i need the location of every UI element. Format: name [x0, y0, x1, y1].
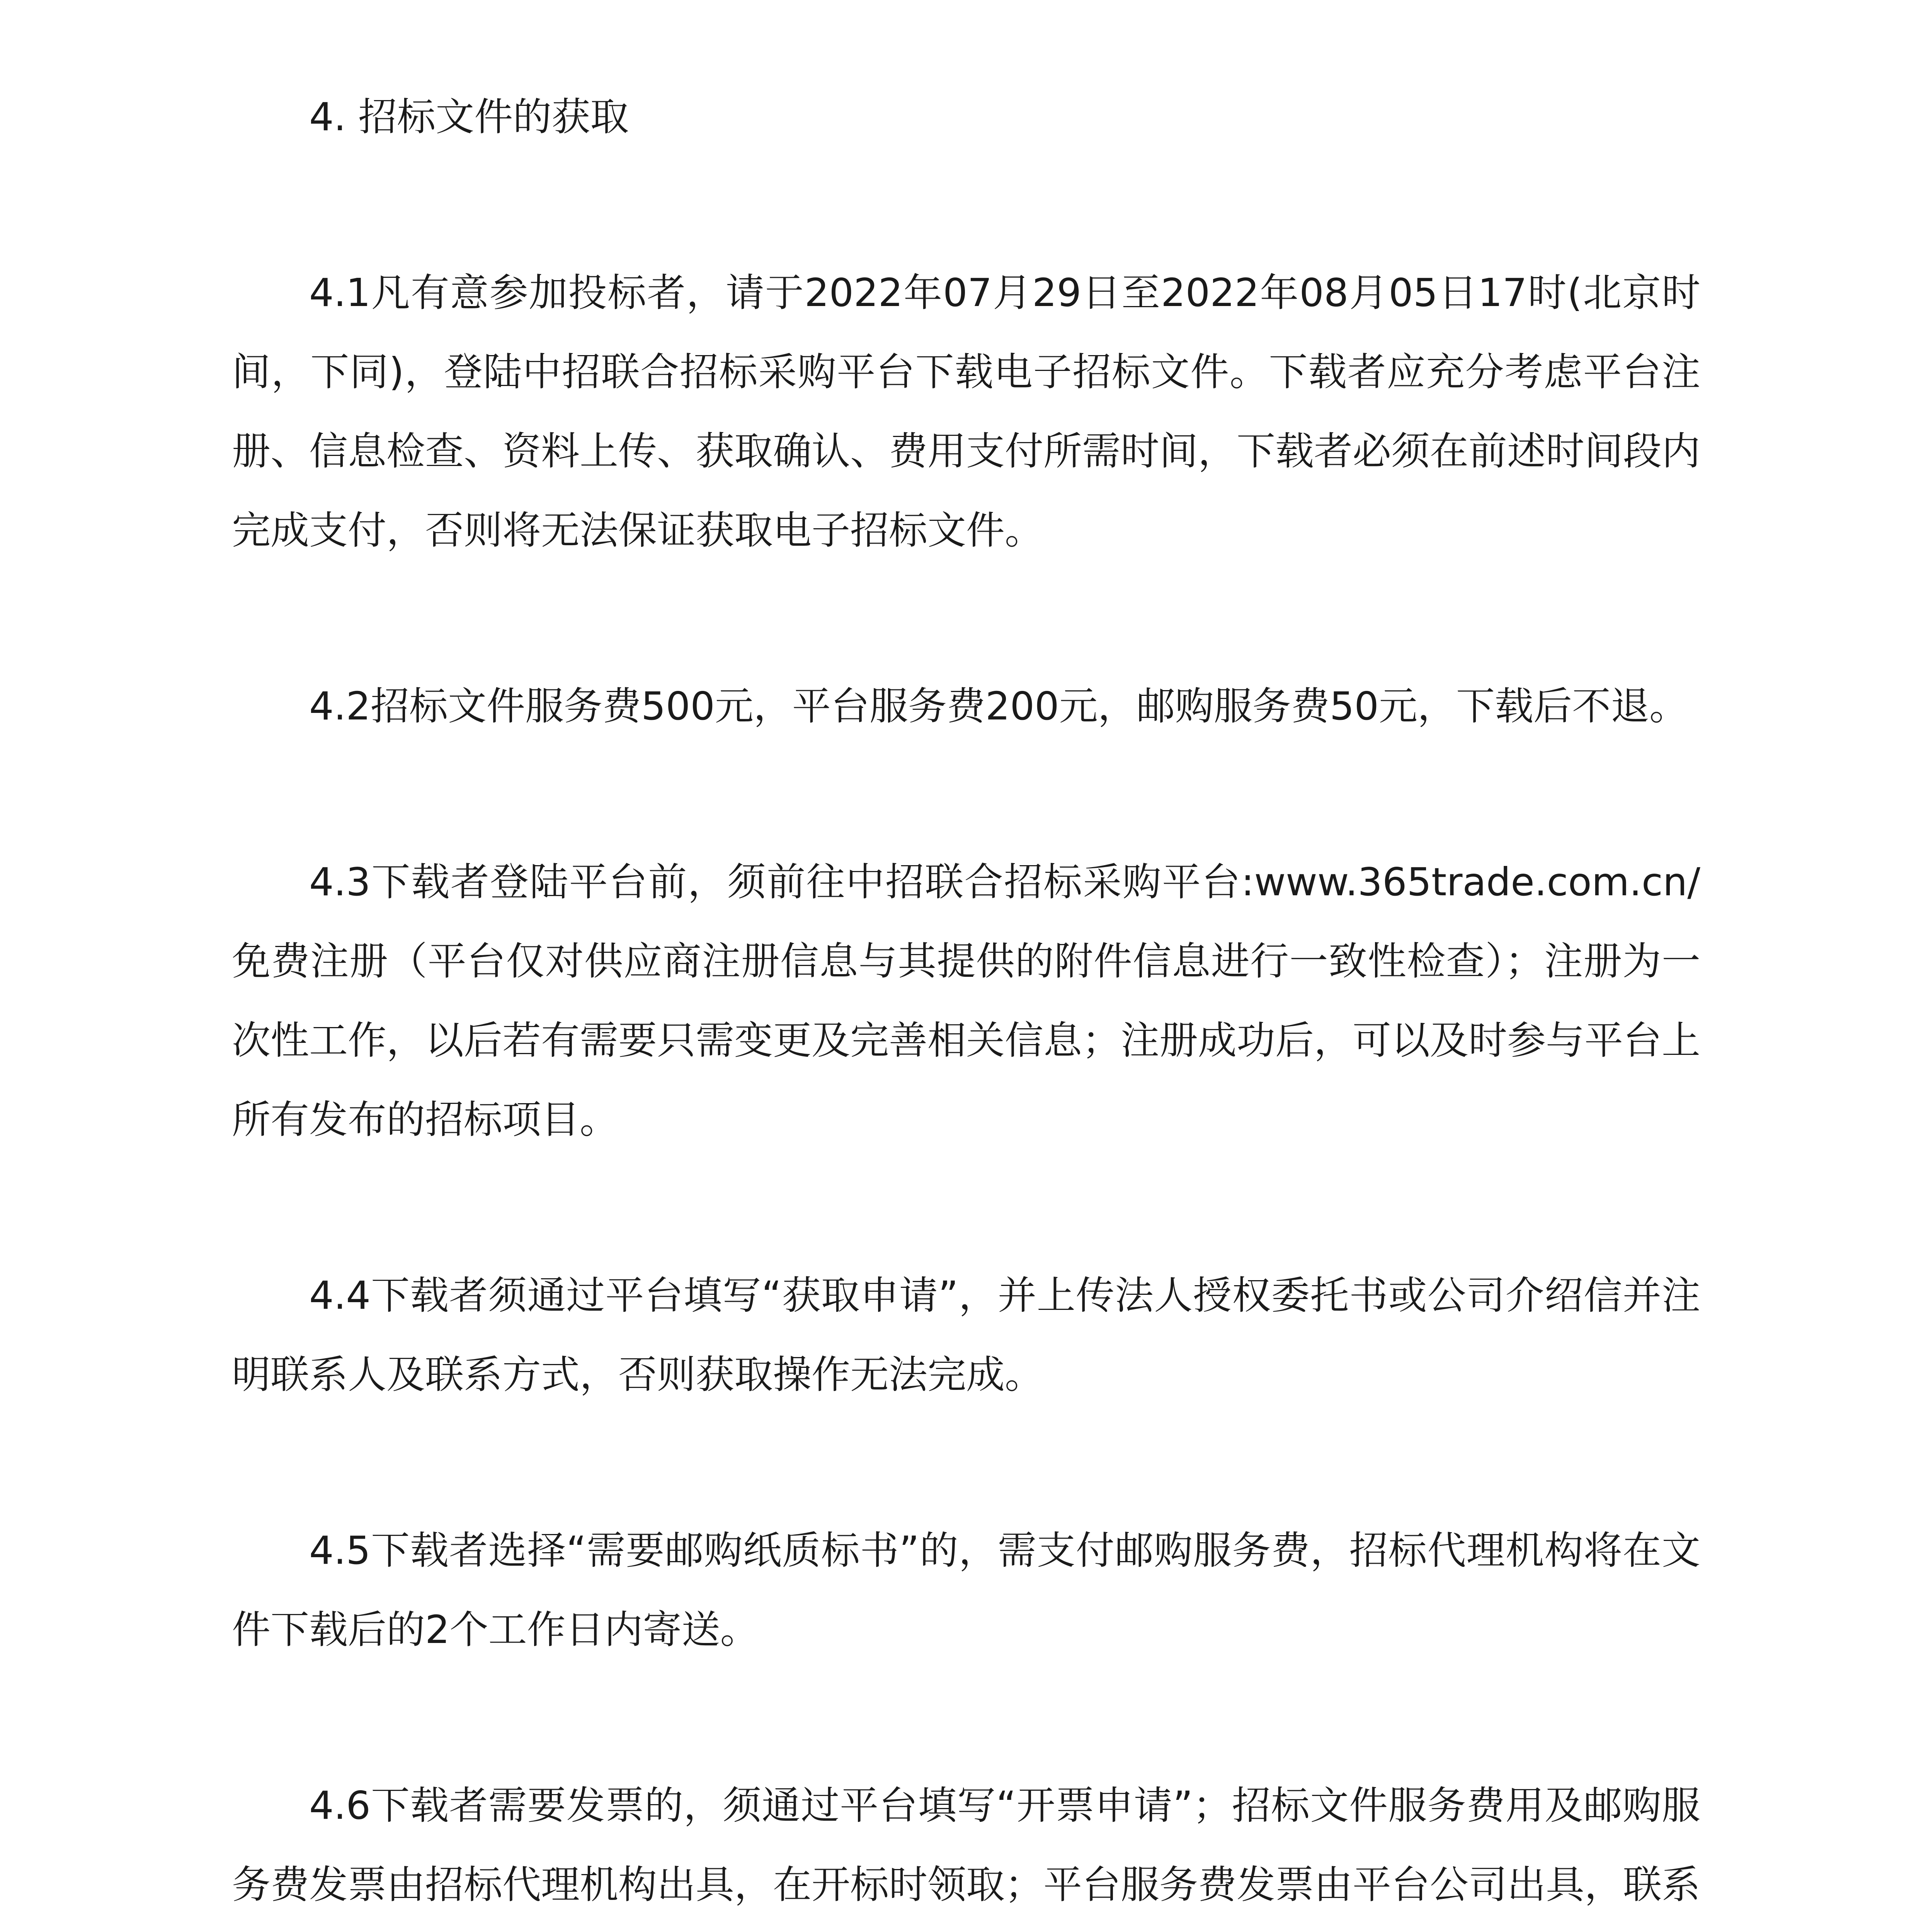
paragraph-4-5: 4.5下载者选择“需要邮购纸质标书”的，需支付邮购服务费，招标代理机构将在文件下载后的2个工作日内寄送。: [232, 1528, 1700, 1652]
paragraph-4-1: 4.1凡有意参加投标者，请于2022年07月29日至2022年08月05日17时(北京时间，下同)，登陆中招联合招标采购平台下载电子招标文件。下载者应充分考虑平台注册、信息检查、资料上传、获取确认、费用支付所需时间，下载者必须在前述时间段内完成支付，否则将无法保证获取电子招标文件。: [232, 270, 1700, 553]
paragraph-4-6: 4.6下载者需要发票的，须通过平台填写“开票申请”；招标文件服务费用及邮购服务费发票由招标代理机构出具，在开标时领取；平台服务费发票由平台公司出具，联系: [232, 1783, 1700, 1907]
section-heading: 4. 招标文件的获取: [309, 94, 629, 139]
paragraph-4-3: 4.3下载者登陆平台前，须前往中招联合招标采购平台:www.365trade.com.cn/免费注册（平台仅对供应商注册信息与其提供的附件信息进行一致性检查）；注册为一次性工作，以后若有需要只需变更及完善相关信息；注册成功后，可以及时参与平台上所有发布的招标项目。: [232, 859, 1700, 1142]
paragraph-4-2: 4.2招标文件服务费500元，平台服务费200元，邮购服务费50元，下载后不退。: [309, 684, 1688, 729]
document-content: [232, 77, 1700, 1932]
paragraph-4-4: 4.4下载者须通过平台填写“获取申请”，并上传法人授权委托书或公司介绍信并注明联系人及联系方式，否则获取操作无法完成。: [232, 1273, 1700, 1397]
